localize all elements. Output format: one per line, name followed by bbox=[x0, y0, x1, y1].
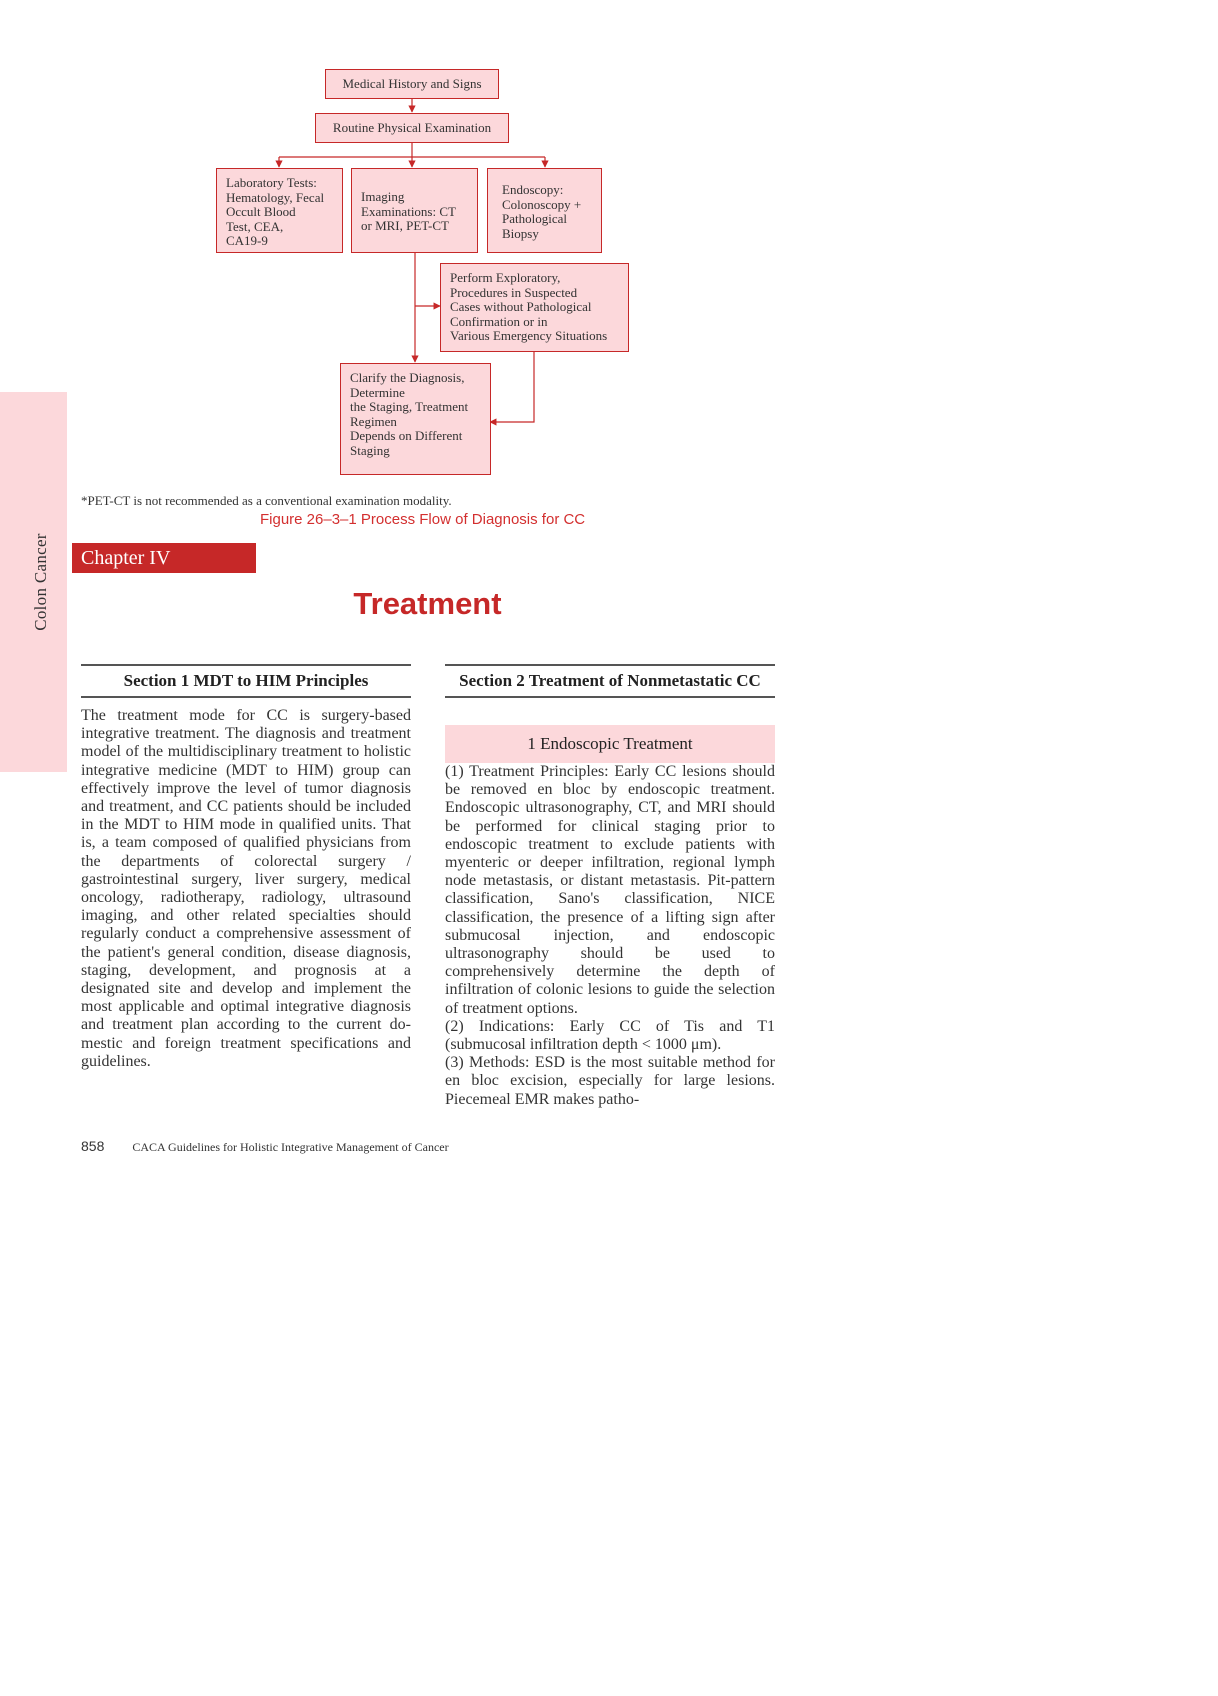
section-heading: Section 1 MDT to HIM Principles bbox=[81, 664, 411, 698]
paragraph-indications: (2) Indications: Early CC of Tis and T1 (submucosal infiltration depth < 1000 μm). bbox=[445, 1017, 775, 1054]
left-column bbox=[81, 664, 411, 1071]
section-paragraph: The treatment mode for CC is surgery-based integrative treatment. The diagnosis and treatment model of the multidisciplinary treatment to holistic integrative medicine (MDT to HIM) group can effectively improve the level of tumor diagnosis and treatment, and CC patients should be included in the MDT to HIM mode in qualified units. That is, a team composed of qualified physicians from the departments of colorectal surgery / gastrointestinal surgery, liver surgery, medical oncology, radiotherapy, radiology, ultrasound imaging, and other related specialties should regularly conduct a comprehensive assessment of the patient's general condition, disease diagnosis, staging, development, and prognosis at a designated site and develop and implement the most applicable and optimal integrative diagnosis and treatment plan according to the current domestic and foreign treatment specifications and guidelines. bbox=[81, 707, 411, 1070]
page-footer bbox=[81, 1138, 449, 1155]
book-title: CACA Guidelines for Holistic Integrative Management of Cancer bbox=[132, 1140, 449, 1154]
section-heading: Section 2 Treatment of Nonmetastatic CC bbox=[445, 664, 775, 698]
flow-box-physical-exam: Routine Physical Examination bbox=[315, 113, 509, 143]
flow-box-exploratory: Perform Exploratory, Procedures in Suspected Cases without Pathological Confirmation or in Various Emergency Situations bbox=[440, 263, 629, 352]
paragraph-principles: (1) Treatment Principles: Early CC lesions should be removed en bloc by endoscopic treatment. Endoscopic ultrasonography, CT, and MRI should be performed for clinical staging prior to endoscopic treatment to exclude patients with myenteric or deeper infiltration, regional lymph node metastasis, or distant metastasis. Pit-pattern classification, Sano's classification, NICE classification, the presence of a lifting sign after submucosal injection, and endoscopic ultrasonography should be used to comprehensively determine the depth of infiltration of colonic lesions to guide the selection of treatment options. bbox=[445, 763, 775, 1017]
flowchart-connectors bbox=[0, 0, 1218, 520]
chapter-title: Treatment bbox=[353, 586, 502, 621]
flow-box-lab-tests: Laboratory Tests: Hematology, Fecal Occult Blood Test, CEA, CA19-9 bbox=[216, 168, 343, 253]
right-column bbox=[445, 664, 775, 1109]
flow-box-medical-history: Medical History and Signs bbox=[325, 69, 499, 99]
flow-box-imaging: Imaging Examinations: CT or MRI, PET-CT bbox=[351, 168, 478, 253]
figure-caption: Figure 26–3–1 Process Flow of Diagnosis for CC bbox=[260, 511, 586, 528]
chapter-label: Chapter IV bbox=[72, 543, 256, 573]
flowchart-footnote: *PET-CT is not recommended as a conventional examination modality. bbox=[81, 493, 452, 508]
paragraph-methods: (3) Methods: ESD is the most suitable method for en bloc excision, especially for large lesions. Piecemeal EMR makes patho- bbox=[445, 1054, 775, 1108]
side-tab-label: Colon Cancer bbox=[31, 533, 50, 631]
flow-box-diagnosis: Clarify the Diagnosis, Determine the Staging, Treatment Regimen Depends on Different Staging bbox=[340, 363, 491, 475]
flow-box-endoscopy: Endoscopy: Colonoscopy + Pathological Biopsy bbox=[487, 168, 602, 253]
subsection-heading: 1 Endoscopic Treatment bbox=[445, 725, 775, 763]
page-number: 858 bbox=[81, 1138, 105, 1154]
arrow-exploratory-to-diagnosis bbox=[490, 352, 534, 422]
